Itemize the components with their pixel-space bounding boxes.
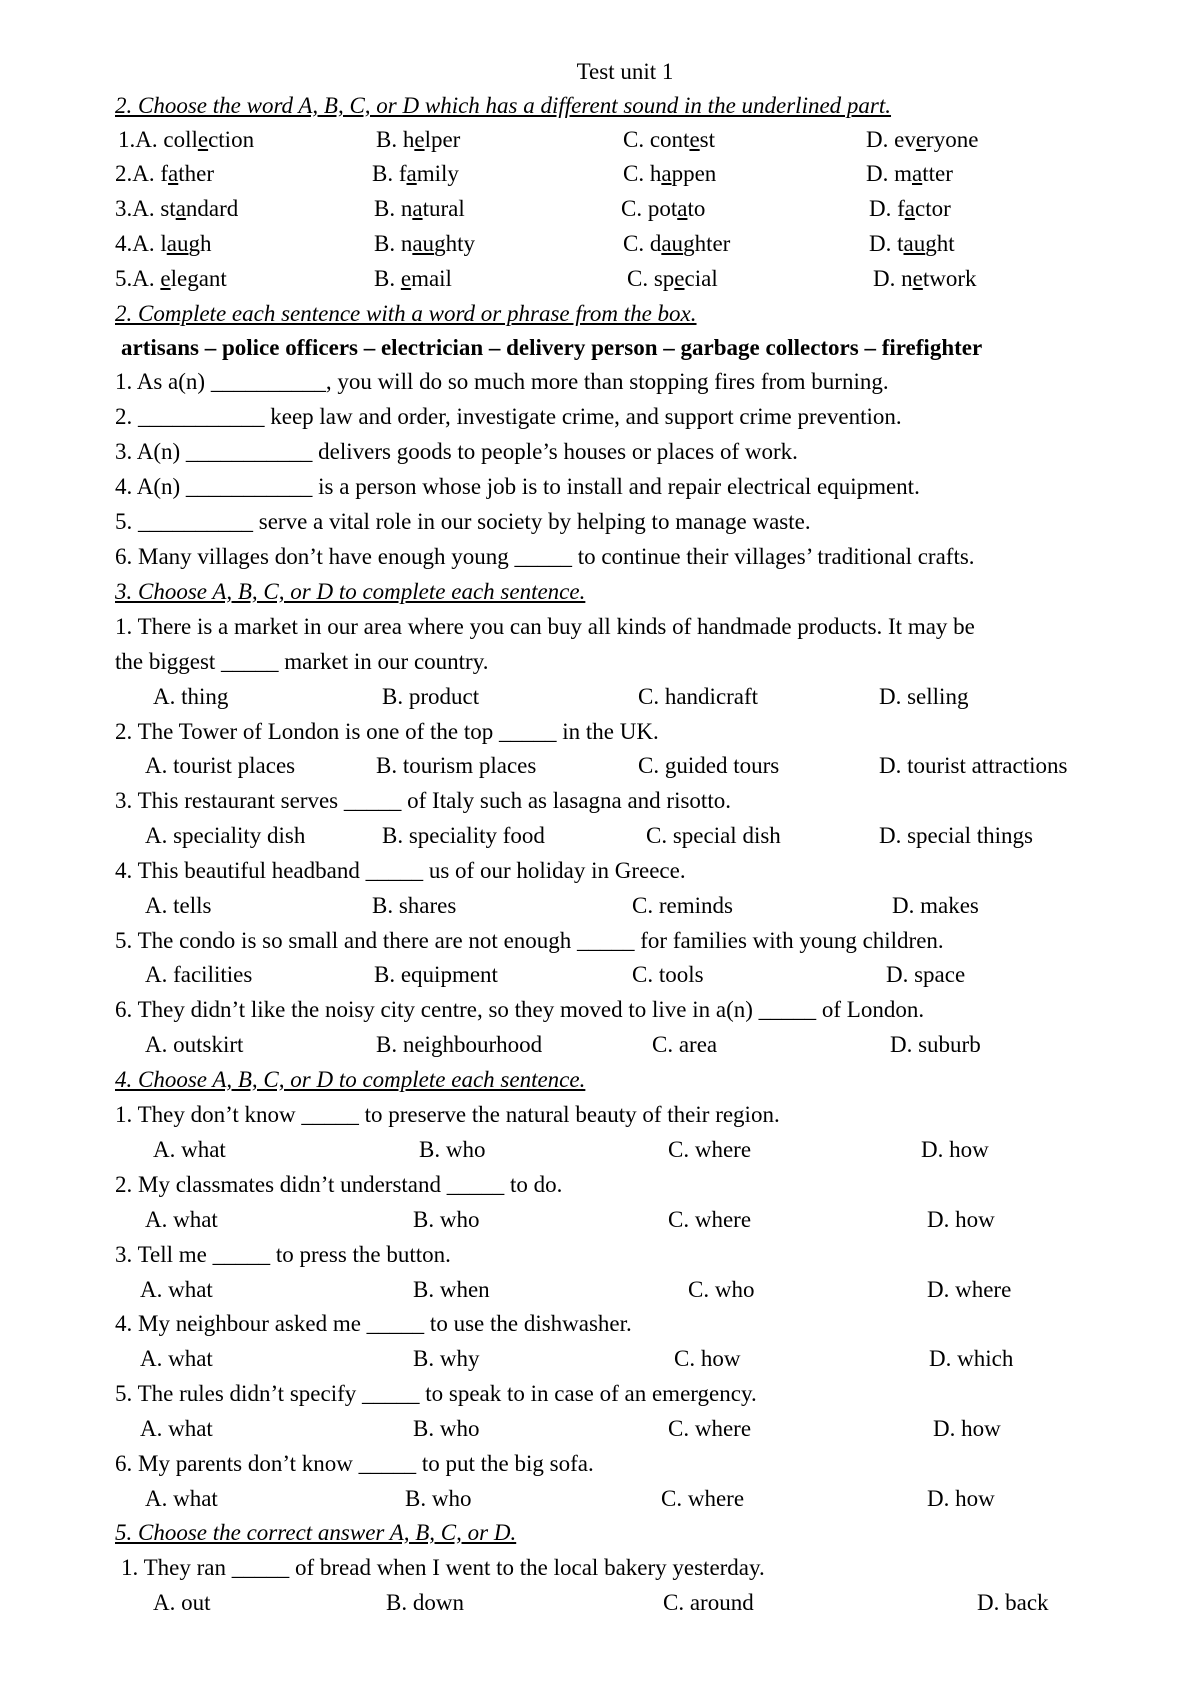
option-d: D. how <box>927 1207 995 1232</box>
question: 1. There is a market in our area where you can buy all kinds of handmade products. It may be <box>115 614 975 639</box>
option-b: B. family <box>372 161 459 186</box>
option-d: D. suburb <box>890 1032 981 1057</box>
option-a: A. what <box>145 1207 218 1232</box>
option-d: D. matter <box>866 161 953 186</box>
question: 5. The rules didn’t specify _____ to speak to in case of an emergency. <box>115 1381 757 1406</box>
question: 3. This restaurant serves _____ of Italy such as lasagna and risotto. <box>115 788 731 813</box>
option-d: D. space <box>886 962 966 987</box>
option-a: A. out <box>153 1590 211 1615</box>
option-b: B. helper <box>376 127 461 152</box>
sentence: 2. ___________ keep law and order, investigate crime, and support crime prevention. <box>115 404 902 429</box>
option-c: C. area <box>652 1032 718 1057</box>
option-a: A. thing <box>153 684 229 709</box>
option-d: D. everyone <box>866 127 979 152</box>
option-a: 5.A. elegant <box>115 266 227 291</box>
option-b: B. tourism places <box>376 753 537 778</box>
section5-instruction: 5. Choose the correct answer A, B, C, or D. <box>115 1520 517 1545</box>
question: 5. The condo is so small and there are not enough _____ for families with young children. <box>115 928 944 953</box>
option-b: B. natural <box>374 196 465 221</box>
sentence: 4. A(n) ___________ is a person whose job is to install and repair electrical equipment. <box>115 474 920 499</box>
option-d: D. network <box>873 266 977 291</box>
option-b: B. equipment <box>374 962 498 987</box>
question: 2. The Tower of London is one of the top _____ in the UK. <box>115 719 659 744</box>
option-b: B. speciality food <box>382 823 545 848</box>
option-b: B. neighbourhood <box>376 1032 543 1057</box>
option-a: 3.A. standard <box>115 196 239 221</box>
option-d: D. where <box>927 1277 1012 1302</box>
option-d: D. taught <box>869 231 955 256</box>
sentence: 1. As a(n) __________, you will do so much more than stopping fires from burning. <box>115 369 889 394</box>
option-d: D. how <box>921 1137 989 1162</box>
option-c: C. handicraft <box>638 684 759 709</box>
option-b: B. when <box>413 1277 490 1302</box>
option-c: C. where <box>661 1486 745 1511</box>
option-d: D. how <box>927 1486 995 1511</box>
word-box: artisans – police officers – electrician – delivery person – garbage collectors – firefighter <box>121 335 983 360</box>
question: 6. They didn’t like the noisy city centre, so they moved to live in a(n) _____ of London. <box>115 997 925 1022</box>
option-c: C. potato <box>621 196 706 221</box>
option-b: B. who <box>419 1137 486 1162</box>
option-a: A. speciality dish <box>145 823 306 848</box>
option-c: C. around <box>663 1590 754 1615</box>
option-d: D. special things <box>879 823 1033 848</box>
option-d: D. selling <box>879 684 969 709</box>
section1-instruction: 2. Choose the word A, B, C, or D which has a different sound in the underlined part. <box>115 93 892 118</box>
option-a: A. what <box>145 1486 218 1511</box>
option-a: A. facilities <box>145 962 253 987</box>
option-d: D. tourist attractions <box>879 753 1068 778</box>
section4-instruction: 4. Choose A, B, C, or D to complete each sentence. <box>115 1067 586 1092</box>
question: 4. My neighbour asked me _____ to use the dishwasher. <box>115 1311 632 1336</box>
option-a: A. tourist places <box>145 753 296 778</box>
option-b: B. shares <box>372 893 457 918</box>
sentence: 6. Many villages don’t have enough young _____ to continue their villages’ traditional crafts. <box>115 544 975 569</box>
option-b: B. who <box>413 1416 480 1441</box>
option-c: C. where <box>668 1207 752 1232</box>
option-a: 1.A. collection <box>118 127 255 152</box>
question: 3. Tell me _____ to press the button. <box>115 1242 451 1267</box>
option-d: D. which <box>929 1346 1014 1371</box>
option-c: C. special <box>627 266 718 291</box>
option-b: B. product <box>382 684 480 709</box>
option-c: C. daughter <box>623 231 731 256</box>
option-a: A. what <box>140 1416 213 1441</box>
option-b: B. who <box>413 1207 480 1232</box>
question: 2. My classmates didn’t understand _____ to do. <box>115 1172 563 1197</box>
option-a: 2.A. father <box>115 161 215 186</box>
option-c: C. how <box>674 1346 741 1371</box>
option-c: C. tools <box>632 962 704 987</box>
sentence: 5. __________ serve a vital role in our society by helping to manage waste. <box>115 509 811 534</box>
option-b: B. why <box>413 1346 480 1371</box>
option-c: C. where <box>668 1416 752 1441</box>
page-title: Test unit 1 <box>576 59 674 84</box>
option-d: D. makes <box>892 893 979 918</box>
option-c: C. guided tours <box>638 753 780 778</box>
option-c: C. happen <box>623 161 717 186</box>
question: the biggest _____ market in our country. <box>115 649 489 674</box>
option-c: C. contest <box>623 127 716 152</box>
option-b: B. down <box>386 1590 464 1615</box>
option-c: C. reminds <box>632 893 733 918</box>
option-b: B. who <box>405 1486 472 1511</box>
option-a: A. outskirt <box>145 1032 244 1057</box>
sentence: 3. A(n) ___________ delivers goods to people’s houses or places of work. <box>115 439 798 464</box>
option-a: A. what <box>140 1346 213 1371</box>
option-a: A. what <box>153 1137 226 1162</box>
option-a: 4.A. laugh <box>115 231 212 256</box>
section3-instruction: 3. Choose A, B, C, or D to complete each sentence. <box>115 579 586 604</box>
option-c: C. where <box>668 1137 752 1162</box>
option-b: B. naughty <box>374 231 475 256</box>
option-b: B. email <box>374 266 452 291</box>
option-d: D. factor <box>869 196 951 221</box>
section2-instruction: 2. Complete each sentence with a word or phrase from the box. <box>115 301 697 326</box>
option-a: A. tells <box>145 893 212 918</box>
question: 6. My parents don’t know _____ to put the big sofa. <box>115 1451 594 1476</box>
option-a: A. what <box>140 1277 213 1302</box>
question: 4. This beautiful headband _____ us of our holiday in Greece. <box>115 858 686 883</box>
option-c: C. who <box>688 1277 755 1302</box>
question: 1. They don’t know _____ to preserve the natural beauty of their region. <box>115 1102 780 1127</box>
option-c: C. special dish <box>646 823 781 848</box>
question: 1. They ran _____ of bread when I went to the local bakery yesterday. <box>121 1555 765 1580</box>
option-d: D. back <box>977 1590 1049 1615</box>
option-d: D. how <box>933 1416 1001 1441</box>
